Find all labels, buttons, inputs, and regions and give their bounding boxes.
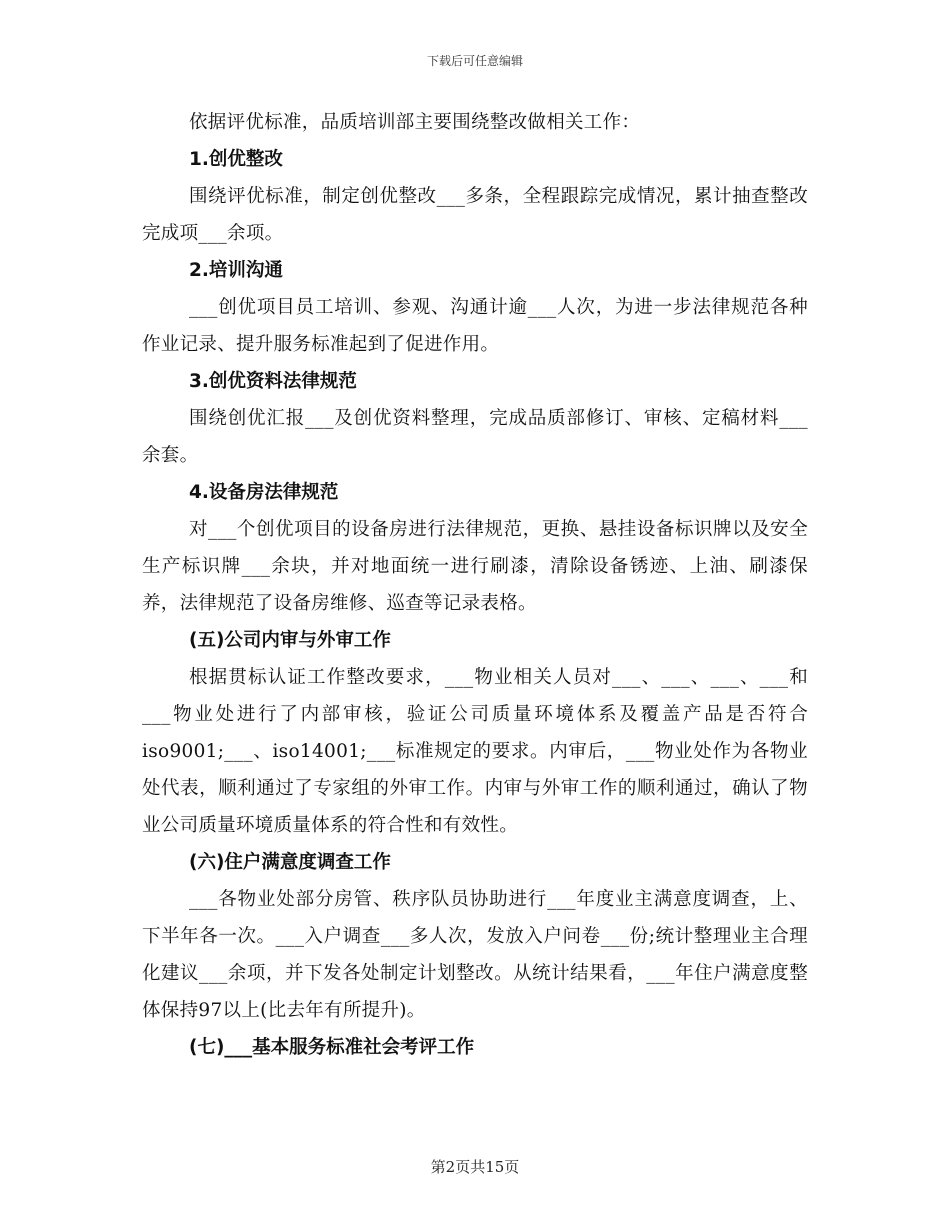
heading-3: 3.创优资料法律规范 bbox=[189, 371, 357, 392]
heading-2: 2.培训沟通 bbox=[189, 260, 283, 281]
paragraph-6: ___各物业处部分房管、秩序队员协助进行___年度业主满意度调查，上、下半年各一次。___入户调查___多人次，发放入户问卷___份;统计整理业主合理化建议___余项，并下发各处制定计划整改。从统计结果看，___年住户满意度整体保持97以上(比去年有所提升)。 bbox=[142, 889, 808, 1021]
heading-6: (六)住户满意度调查工作 bbox=[189, 852, 391, 873]
page-footer: 第2页共15页 bbox=[430, 1158, 520, 1176]
paragraph-intro: 依据评优标准，品质培训部主要围绕整改做相关工作： bbox=[189, 112, 641, 133]
paragraph-4: 对___个创优项目的设备房进行法律规范，更换、悬挂设备标识牌以及安全生产标识牌___余块，并对地面统一进行刷漆，清除设备锈迹、上油、刷漆保养，法律规范了设备房维修、巡查等记录表格。 bbox=[142, 519, 808, 614]
paragraph-5: 根据贯标认证工作整改要求，___物业相关人员对___、___、___、___和___物业处进行了内部审核，验证公司质量环境体系及覆盖产品是否符合iso9001;___、iso14001;___标准规定的要求。内审后，___物业处作为各物业处代表，顺利通过了专家组的外审工作。内审与外审工作的顺利通过，确认了物业公司质量环境质量体系的符合性和有效性。 bbox=[142, 667, 808, 836]
heading-7: (七)___基本服务标准社会考评工作 bbox=[189, 1037, 475, 1058]
heading-5: (五)公司内审与外审工作 bbox=[189, 630, 391, 651]
heading-4: 4.设备房法律规范 bbox=[189, 482, 339, 503]
paragraph-3: 围绕创优汇报___及创优资料整理，完成品质部修订、审核、定稿材料___余套。 bbox=[142, 408, 808, 466]
document-body bbox=[142, 104, 808, 1066]
paragraph-2: ___创优项目员工培训、参观、沟通计逾___人次，为进一步法律规范各种作业记录、提升服务标准起到了促进作用。 bbox=[142, 297, 808, 355]
paragraph-1: 围绕评优标准，制定创优整改___多条，全程跟踪完成情况，累计抽查整改完成项___余项。 bbox=[142, 186, 808, 244]
heading-1: 1.创优整改 bbox=[189, 149, 283, 170]
page-header: 下载后可任意编辑 bbox=[426, 54, 523, 68]
